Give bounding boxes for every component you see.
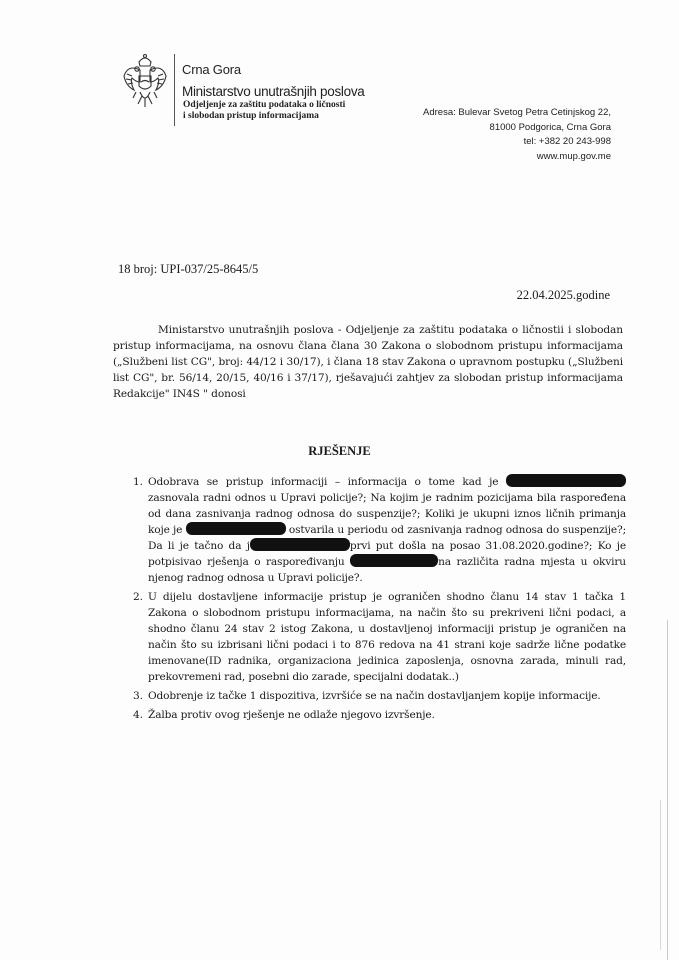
redaction-block (506, 474, 626, 487)
redaction-block (186, 522, 286, 535)
ministry-name: Ministarstvo unutrašnjih poslova (182, 84, 365, 99)
redaction-block (250, 538, 350, 551)
item-text-part: prvi put došla na posao 31.08.2020.godine?; Ko je potpisivao rješenja o raspoređivanju (148, 540, 626, 568)
disposition-item-3 (126, 688, 626, 704)
item-number: 2. (133, 591, 143, 603)
disposition-list (126, 474, 626, 726)
department-line-2: i slobodan pristup informacijama (183, 111, 319, 121)
item-text-part: zasnovala radni odnos u Upravi policije?; Na kojim je radnim pozicijama bila raspoređena od dana zasnivanja radnog odnosa do suspenzije?; Koliki je ukupni iznos ličnih primanja koje je (148, 492, 626, 536)
intro-paragraph: Ministarstvo unutrašnjih poslova - Odjeljenje za zaštitu podataka o ličnostii i slobodan pristup informacijama, na osnovu člana člana 30 Zakona o slobodnom pristupu informacijama („Službeni list CG", broj: 44/12 i 30/17), i člana 18 stav Zakona o upravnom postupku („Službeni list CG", br. 56/14, 20/15, 40/16 i 37/17), rješavajući zahtjev za slobodan pristup informacijama Redakcije" IN4S " donosi (113, 324, 623, 400)
disposition-item-4 (126, 707, 626, 723)
item-text-part: Odobrava se pristup informaciji – informacija o tome kad je (148, 476, 506, 488)
document-date: 22.04.2025.godine (516, 288, 610, 302)
scan-edge-line (660, 800, 661, 950)
item-text: U dijelu dostavljene informacije pristup je ograničen shodno članu 14 stav 1 tačka 1 Zakona o slobodnom pristupu informacijama, na način što su prekriveni lični podaci, a shodno članu 24 stav 2 istog Zakona, u dostavljenoj informaciji pristup je ograničen na način što su izbrisani lični podaci i to 876 redova na 41 strani koje sadrže lične podatke imenovane(ID radnika, organizaciona jedinica zaposlenja, osnovna zarada, minuli rad, prekovremeni rad, posebni dio zarade, specijalni dodatak..) (148, 591, 626, 683)
country-name: Crna Gora (182, 62, 241, 77)
item-text: Žalba protiv ovog rješenje ne odlaže njegovo izvršenje. (148, 709, 435, 721)
item-number: 3. (133, 690, 143, 702)
department-line-1: Odjeljenje za zaštitu podataka o ličnosti (183, 100, 346, 110)
address-street: Adresa: Bulevar Svetog Petra Cetinjskog 22, (423, 107, 611, 118)
redaction-block (350, 554, 438, 567)
address-website: www.mup.gov.me (536, 150, 611, 162)
disposition-item-1 (126, 474, 626, 586)
document-title: RJEŠENJE (308, 444, 371, 458)
address-block (423, 106, 611, 164)
header-divider (174, 54, 175, 126)
item-text-part: na različita radna mjesta u okviru njenog radnog odnosa u Upravi policije?. (148, 556, 626, 584)
department-name (183, 100, 345, 122)
reference-number: 18 broj: UPI-037/25-8645/5 (118, 262, 259, 276)
item-text: Odobrenje iz tačke 1 dispozitiva, izvršiće se na način dostavljanjem kopije informacije. (148, 690, 601, 702)
scan-edge-line (667, 620, 668, 960)
item-number: 4. (133, 709, 143, 721)
item-text-part: ostvarila u periodu od zasnivanja radnog odnosa do suspenzije?; Da li je tačno da j (148, 524, 626, 552)
coat-of-arms-icon (120, 52, 170, 112)
item-number: 1. (133, 476, 143, 488)
disposition-item-2 (126, 589, 626, 685)
address-phone: tel: +382 20 243-998 (523, 136, 611, 147)
address-city: 81000 Podgorica, Crna Gora (489, 121, 611, 133)
